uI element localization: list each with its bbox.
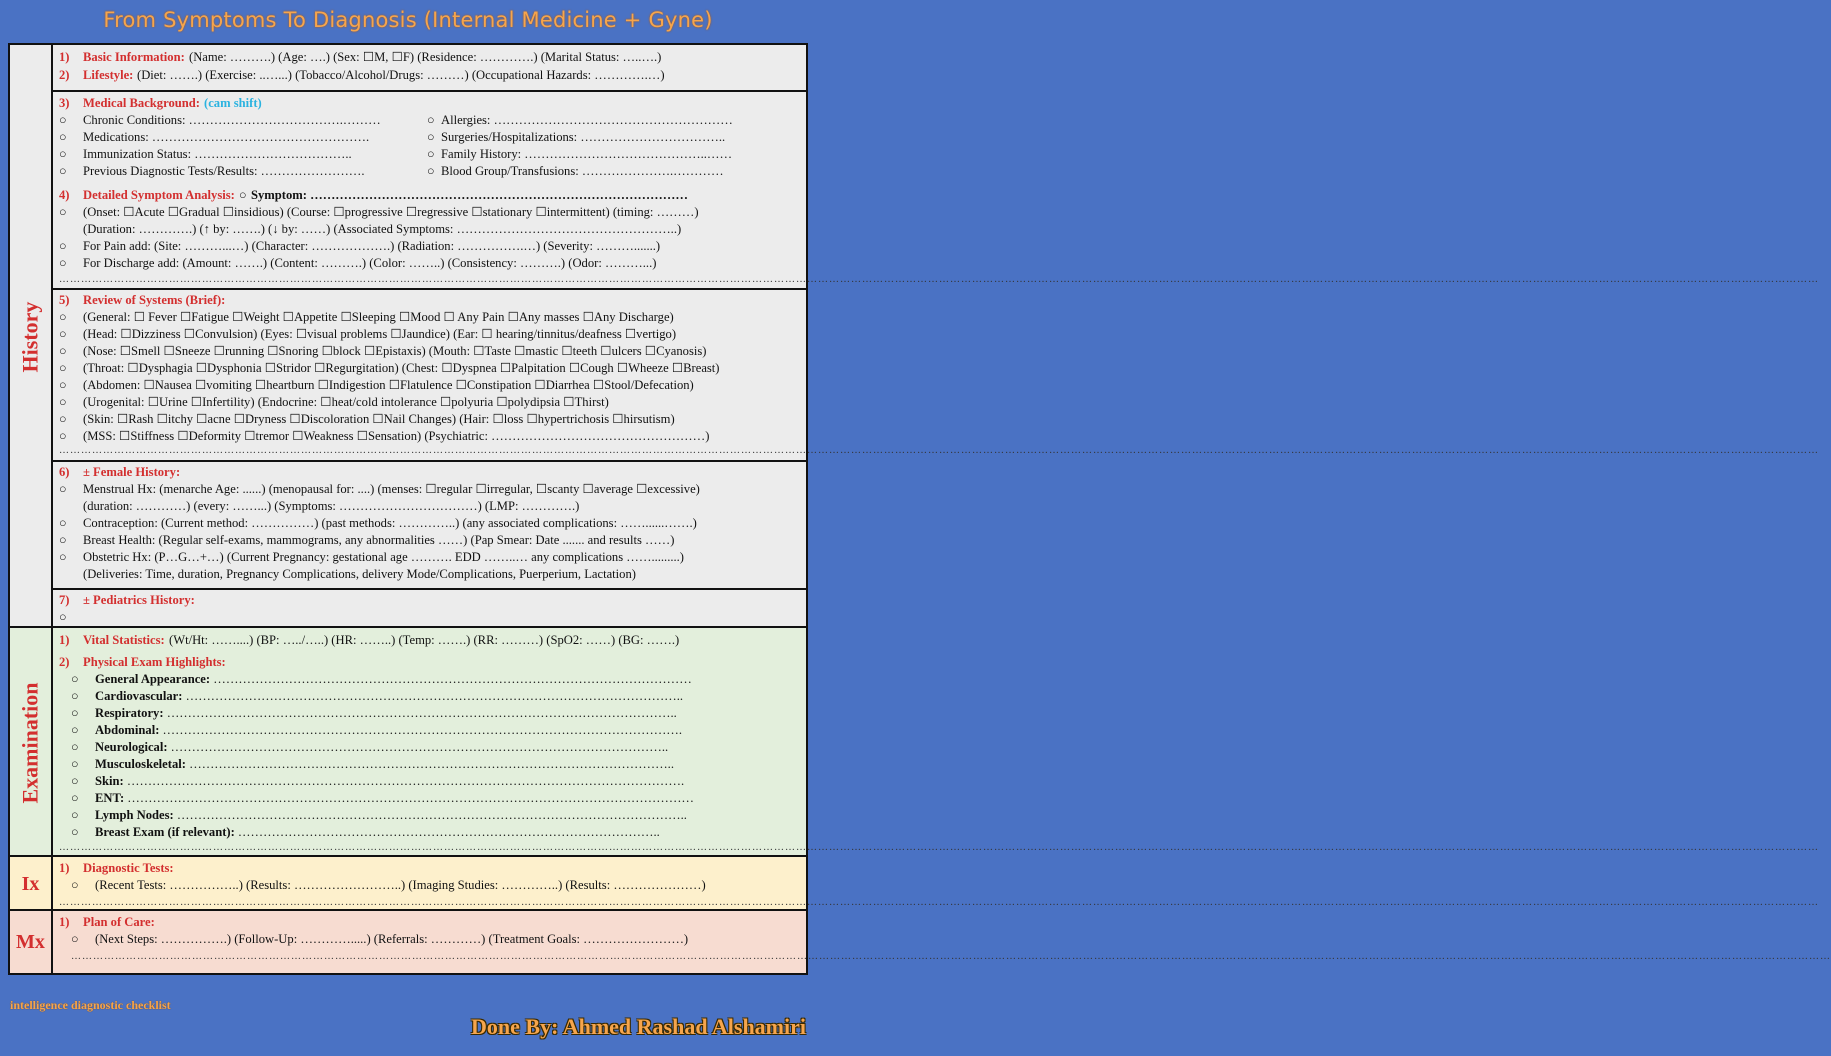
section-heading-row [53,860,806,877]
symptom-row [53,238,806,255]
physical-exam-row [53,671,806,688]
page-title: From Symptoms To Diagnosis (Internal Medicine + Gyne) [103,8,713,32]
row-bullet: ○ [71,740,79,754]
section-heading: Medical Background: [83,96,200,110]
row-text: Previous Diagnostic Tests/Results: ……………………. [83,164,365,178]
row-text: (Name: ……….) (Age: ….) (Sex: ☐M, ☐F) (Residence: ………….) (Marital Status: …..….) [189,50,662,64]
row-text: (Duration: ………….) (↑ by: …….) (↓ by: ……) (Associated Symptoms: ……………………………………………..) [83,222,682,236]
medical-background-row [53,112,806,129]
row-bullet: ○ [59,239,67,253]
row-text: (Urogenital: ☐Urine ☐Infertility) (Endocrine: ☐heat/cold intolerance ☐polyuria ☐polydipsia ☐Thirst) [83,395,609,409]
section-heading-row [53,914,806,931]
row-bullet: ○ [71,774,79,788]
physical-exam-row [53,824,806,841]
row-bullet-right: ○ [427,113,435,127]
row-text-right: Family History: ……………………………………..…… [441,147,733,161]
section-heading: ± Female History: [83,465,181,479]
section-heading: Detailed Symptom Analysis: [83,188,235,202]
row-text: General Appearance: …………………………………………………………………………………………………… [95,672,692,686]
history-background-section [53,92,1819,288]
medical-background-row [53,129,806,146]
row-bullet: ○ [59,310,67,324]
row-text: Cardiovascular: ……………………………………………………………………………………………………….. [95,689,684,703]
section-heading-row [53,464,806,481]
row-text: Contraception: (Current method: ……………) (past methods: …………..) (any associated complications: ……......…….) [83,516,697,530]
pediatrics-row [53,609,806,626]
mx-label [10,911,53,973]
blank-line: ………………………………………………………………………………………………………………………………………………………………………………………………………………………………………………………………………………………………………………………………………………………………………………………………………………………………………… [59,274,1819,285]
row-text: Skin: ……………………………………………………………………………………………………………………. [95,774,685,788]
row-text: Immunization Status: ……………………………….. [83,147,352,161]
section-number: 4) [59,188,70,202]
section-heading-detail: (cam shift) [204,96,262,110]
row-text: Respiratory: ………………………………………………………………………………………………………….. [95,706,677,720]
blank-line: ………………………………………………………………………………………………………………………………………………………………………………………………………………………………………………………………………………………………………………………………………………………………………………………………………………………………………… [59,445,1819,456]
ix-label-text: Ix [21,872,40,895]
row-text: (Diet: …….) (Exercise: ..…...) (Tobacco/Alcohol/Drugs: ………) (Occupational Hazards: ………….…) [137,68,665,82]
row-text: For Discharge add: (Amount: …….) (Content: ……….) (Color: ……..) (Consistency: ……….) (Odor: ………...) [83,256,657,270]
row-bullet: ○ [71,689,79,703]
female-history-row [53,498,806,515]
row-text: (Wt/Ht: ……....) (BP: …../…..) (HR: ……..) (Temp: …….) (RR: ………) (SpO2: ……) (BG: …….) [169,633,680,647]
symptom-row [53,204,806,221]
section-heading: Review of Systems (Brief): [83,293,226,307]
section-number: 1) [59,633,70,647]
physical-exam-row [53,705,806,722]
row-bullet: ○ [59,516,67,530]
ros-row [53,326,806,343]
section-number: 1) [59,915,70,929]
row-text: (Abdomen: ☐Nausea ☐vomiting ☐heartburn ☐Indigestion ☐Flatulence ☐Constipation ☐Diarrhea ☐Stool/Defecation) [83,378,694,392]
row-text: (Next Steps: …………….) (Follow-Up: ………….....) (Referrals: …………) (Treatment Goals: ……………………) [95,932,689,946]
row-bullet: ○ [59,610,67,624]
section-number: 6) [59,465,70,479]
row-bullet: ○ [71,791,79,805]
row-text: Menstrual Hx: (menarche Age: ......) (menopausal for: ....) (menses: ☐regular ☐irregular, ☐scanty ☐average ☐excessive) [83,482,700,496]
ix-section [53,857,1819,911]
blank-line: ………………………………………………………………………………………………………………………………………………………………………………………………………………………………………………………………………………………………………………………………………………………………………………………………………………………………………… [59,897,1819,908]
row-text: Abdominal: ……………………………………………………………………………………………………………. [95,723,683,737]
examination-label-text: Examination [17,681,43,804]
row-bullet: ○ [59,344,67,358]
female-history-row [53,481,806,498]
history-label [10,45,53,628]
row-bullet: ○ [59,130,67,144]
review-of-systems-section [53,290,1819,460]
row-bullet: ○ [71,878,79,892]
row-bullet: ○ [59,256,67,270]
female-history-row [53,566,806,583]
symptom-analysis-heading [53,187,806,204]
ros-row [53,343,806,360]
mx-label-text: Mx [16,930,45,953]
section-heading: Basic Information: [83,50,185,64]
row-bullet: ○ [59,113,67,127]
row-text: Medications: ……………………………………………. [83,130,370,144]
row-bullet: ○ [71,825,79,839]
row-text: (Throat: ☐Dysphagia ☐Dysphonia ☐Stridor ☐Regurgitation) (Chest: ☐Dyspnea ☐Palpitation ☐Cough ☐Wheeze ☐Breast) [83,361,720,375]
female-history-row [53,532,806,549]
section-heading: Physical Exam Highlights: [83,655,226,669]
history-label-text: History [17,301,43,372]
ros-row [53,309,806,326]
row-bullet: ○ [59,550,67,564]
ros-row [53,411,806,428]
row-bullet: ○ [59,429,67,443]
physical-exam-row [53,722,806,739]
section-heading-row [53,292,806,309]
row-text-right: Blood Group/Transfusions: ………………….………… [441,164,724,178]
section-number: 2) [59,68,70,82]
row-text: (Recent Tests: ……………..) (Results: ……………………..) (Imaging Studies: …………..) (Results: …………………) [95,878,706,892]
row-text: (General: ☐ Fever ☐Fatigue ☐Weight ☐Appetite ☐Sleeping ☐Mood ☐ Any Pain ☐Any masses ☐Any Discharge) [83,310,674,324]
basic-info-row [53,49,806,66]
female-history-row [53,515,806,532]
section-number: 2) [59,655,70,669]
row-text: (Skin: ☐Rash ☐itchy ☐acne ☐Dryness ☐Discoloration ☐Nail Changes) (Hair: ☐loss ☐hypertrichosis ☐hirsutism) [83,412,675,426]
row-bullet: ○ [71,808,79,822]
row-bullet: ○ [59,147,67,161]
physical-exam-row [53,756,806,773]
row-text: (Head: ☐Dizziness ☐Convulsion) (Eyes: ☐visual problems ☐Jaundice) (Ear: ☐ hearing/tinnitus/deafness ☐vertigo) [83,327,677,341]
examination-label [10,628,53,857]
row-bullet: ○ [71,672,79,686]
section-heading: ± Pediatrics History: [83,593,195,607]
row-text: (Deliveries: Time, duration, Pregnancy Complications, delivery Mode/Complications, Puerperium, Lactation) [83,567,636,581]
physical-exam-row [53,807,806,824]
physical-exam-row [53,773,806,790]
row-text: Musculoskeletal: …………………………………………………………………………………………………….. [95,757,674,771]
section-number: 5) [59,293,70,307]
blank-line: ………………………………………………………………………………………………………………………………………………………………………………………………………………………………………………………………………………………………………………………………………………………………………………………………………………………………………… [59,842,1819,853]
footer-tagline: intelligence diagnostic checklist [10,998,171,1012]
ros-row [53,377,806,394]
pediatrics-history-section [53,590,806,628]
row-text: For Pain add: (Site: ………...…) (Character: ……………….) (Radiation: …………….…) (Severity: ……….......) [83,239,661,253]
examination-section [53,628,1819,857]
section-number: 1) [59,861,70,875]
section-heading: Vital Statistics: [83,633,165,647]
mx-section [53,911,1831,973]
row-text-right: Surgeries/Hospitalizations: …………………………….. [441,130,726,144]
ros-row [53,428,806,445]
row-bullet: ○ [59,164,67,178]
row-text: Obstetric Hx: (P…G…+…) (Current Pregnancy: gestational age ………. EDD ……..… any complications …….........) [83,550,684,564]
physical-exam-row [53,688,806,705]
symptom-bullet: ○ [239,188,247,202]
row-text: Symptom: ……………………………………………………………………………… [251,188,688,202]
row-bullet: ○ [59,327,67,341]
female-history-section [53,462,806,588]
physical-exam-row [53,790,806,807]
blank-line: ………………………………………………………………………………………………………………………………………………………………………………………………………………………………………………………………………………………………………………………………………………………………………………………………………………………………………… [71,951,1831,962]
section-heading-row [53,592,806,609]
section-heading: Lifestyle: [83,68,134,82]
row-text: Lymph Nodes: ………………………………………………………………………………………………………….. [95,808,687,822]
row-text: Breast Exam (if relevant): ……………………………………………………………………………………….. [95,825,660,839]
medical-background-row [53,146,806,163]
history-basic-section [53,45,806,90]
section-number: 3) [59,96,70,110]
basic-info-row [53,67,806,84]
symptom-row [53,255,806,272]
section-heading: Diagnostic Tests: [83,861,174,875]
row-bullet-right: ○ [427,130,435,144]
row-text: (duration: …………) (every: ……...) (Symptoms: ……………………………) (LMP: ………….) [83,499,580,513]
row-text: Chronic Conditions: ……………………………….……… [83,113,381,127]
vital-statistics-row [53,632,806,649]
symptom-row [53,221,806,238]
row-text: (Nose: ☐Smell ☐Sneeze ☐running ☐Snoring ☐block ☐Epistaxis) (Mouth: ☐Taste ☐mastic ☐teeth ☐ulcers ☐Cyanosis) [83,344,707,358]
medical-background-row [53,163,806,180]
row-bullet: ○ [59,205,67,219]
ros-row [53,360,806,377]
section-number: 1) [59,50,70,64]
row-bullet: ○ [59,533,67,547]
row-bullet-right: ○ [427,147,435,161]
female-history-row [53,549,806,566]
section-number: 7) [59,593,70,607]
section-heading-row [53,95,806,112]
row-text: Breast Health: (Regular self-exams, mammograms, any abnormalities ……) (Pap Smear: Date ....... and results ……) [83,533,675,547]
row-bullet-right: ○ [427,164,435,178]
ix-label [10,857,53,911]
footer-author: Done By: Ahmed Rashad Alshamiri [471,1014,806,1039]
diagnostic-tests-row [53,877,806,894]
row-text: Neurological: ……………………………………………………………………………………………………….. [95,740,669,754]
row-bullet: ○ [59,412,67,426]
plan-of-care-row [53,931,806,948]
ros-row [53,394,806,411]
row-text: (MSS: ☐Stiffness ☐Deformity ☐tremor ☐Weakness ☐Sensation) (Psychiatric: ……………………………………………) [83,429,710,443]
section-heading-row [53,654,806,671]
row-bullet: ○ [71,723,79,737]
row-bullet: ○ [71,932,79,946]
row-text-right: Allergies: ………………………………………………… [441,113,733,127]
physical-exam-row [53,739,806,756]
row-bullet: ○ [59,482,67,496]
row-bullet: ○ [59,395,67,409]
row-bullet: ○ [59,361,67,375]
checklist-frame [8,43,1831,975]
row-text: (Onset: ☐Acute ☐Gradual ☐insidious) (Course: ☐progressive ☐regressive ☐stationary ☐intermittent) (timing: ………) [83,205,699,219]
row-text: ENT: ……………………………………………………………………………………………………………………… [95,791,695,805]
row-bullet: ○ [71,757,79,771]
section-heading: Plan of Care: [83,915,155,929]
row-bullet: ○ [59,378,67,392]
row-bullet: ○ [71,706,79,720]
